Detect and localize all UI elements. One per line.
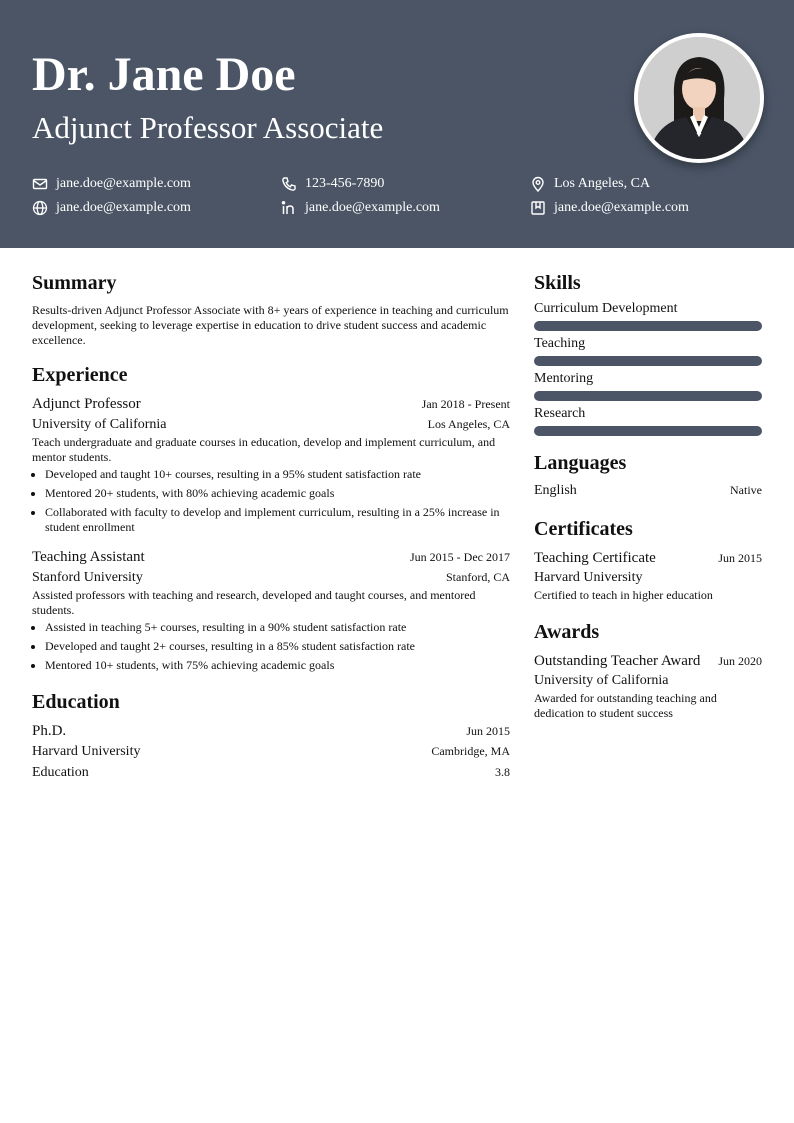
language-name: English [534,483,577,498]
education-section [32,689,510,783]
resume-header [0,0,794,248]
summary-text: Results-driven Adjunct Professor Associate with 8+ years of experience in teaching and curriculum development, seeking to leverage expertise in education to drive student success and academic excellence. [32,303,509,347]
contact-text: jane.doe@example.com [554,200,689,215]
globe-icon [32,200,48,216]
summary-section [32,270,510,348]
list-item: • Assisted in teaching 5+ courses, resulting in a 90% student satisfaction rate [45,620,510,635]
list-item: • Developed and taught 10+ courses, resulting in a 95% student satisfaction rate [45,467,510,482]
person-name: Dr. Jane Doe [32,48,296,101]
experience-entry [32,394,510,535]
contact-phone[interactable] [281,175,384,193]
certificate-description: Certified to teach in higher education [534,588,713,602]
job-org: University of California [32,417,167,432]
skill-name: Teaching [534,336,586,351]
job-location: Los Angeles, CA [427,417,510,431]
job-location: Stanford, CA [446,570,510,584]
school-location: Cambridge, MA [431,744,510,758]
experience-entry [32,547,510,673]
achievement-list [32,620,510,673]
main-column [32,270,510,797]
skill-name: Mentoring [534,371,594,386]
skill-bar [534,321,762,331]
award-date: Jun 2020 [718,654,762,668]
school: Harvard University [32,744,141,759]
field-of-study: Education [32,765,89,780]
section-heading: Experience [32,364,128,386]
skill-name: Research [534,406,586,421]
section-heading: Languages [534,452,627,474]
skill-name: Curriculum Development [534,301,678,316]
list-item: • Developed and taught 2+ courses, resulting in a 85% student satisfaction rate [45,639,510,654]
job-role: Adjunct Professor [32,396,141,412]
section-heading: Summary [32,272,117,294]
language-level: Native [730,483,762,497]
contact-text: 123-456-7890 [305,176,385,191]
contact-email[interactable] [32,175,191,193]
certificate-name: Teaching Certificate [534,550,656,566]
list-item: • Mentored 10+ students, with 75% achieving academic goals [45,658,510,673]
list-item: • Mentored 20+ students, with 80% achieving academic goals [45,486,510,501]
skill-bar [534,426,762,436]
linkedin-icon [281,200,297,216]
contact-text: Los Angeles, CA [554,176,651,191]
bookmark-icon [530,200,546,216]
experience-section [32,362,510,673]
contact-text: jane.doe@example.com [305,200,440,215]
achievement-list [32,467,510,535]
section-heading: Education [32,691,120,713]
mail-icon [32,176,48,192]
contact-text: jane.doe@example.com [56,176,191,191]
section-heading: Certificates [534,518,633,540]
job-dates: Jan 2018 - Present [421,397,510,411]
skill-bar [534,391,762,401]
section-heading: Awards [534,621,600,643]
phone-icon [281,176,297,192]
job-description: Teach undergraduate and graduate courses in education, develop and implement curriculum, and mentor students. [32,435,496,464]
skill-bar [534,356,762,366]
awards-section [534,619,762,721]
job-role: Teaching Assistant [32,549,145,565]
skills-section [534,270,762,436]
contact-text: jane.doe@example.com [56,200,191,215]
profile-photo [634,33,764,163]
side-column [534,270,762,735]
contact-linkedin[interactable] [281,199,440,217]
degree: Ph.D. [32,723,67,739]
list-item: • Collaborated with faculty to develop and implement curriculum, resulting in a 25% increase in student enrollment [45,505,510,535]
job-dates: Jun 2015 - Dec 2017 [410,550,510,564]
certificate-date: Jun 2015 [718,551,762,565]
contact-portfolio[interactable] [530,199,689,217]
award-description: Awarded for outstanding teaching and dedication to student success [534,691,717,720]
job-org: Stanford University [32,570,143,585]
certificates-section [534,516,762,603]
education-date: Jun 2015 [466,724,510,738]
award-issuer: University of California [534,673,669,688]
award-name: Outstanding Teacher Award [534,653,701,669]
section-heading: Skills [534,272,581,294]
certificate-issuer: Harvard University [534,570,643,585]
gpa: 3.8 [495,765,510,779]
location-pin-icon [530,176,546,192]
languages-section [534,450,762,500]
contact-website[interactable] [32,199,191,217]
contact-location [530,175,650,193]
job-description: Assisted professors with teaching and research, developed and taught courses, and mentored students. [32,588,476,617]
job-title: Adjunct Professor Associate [32,110,384,145]
